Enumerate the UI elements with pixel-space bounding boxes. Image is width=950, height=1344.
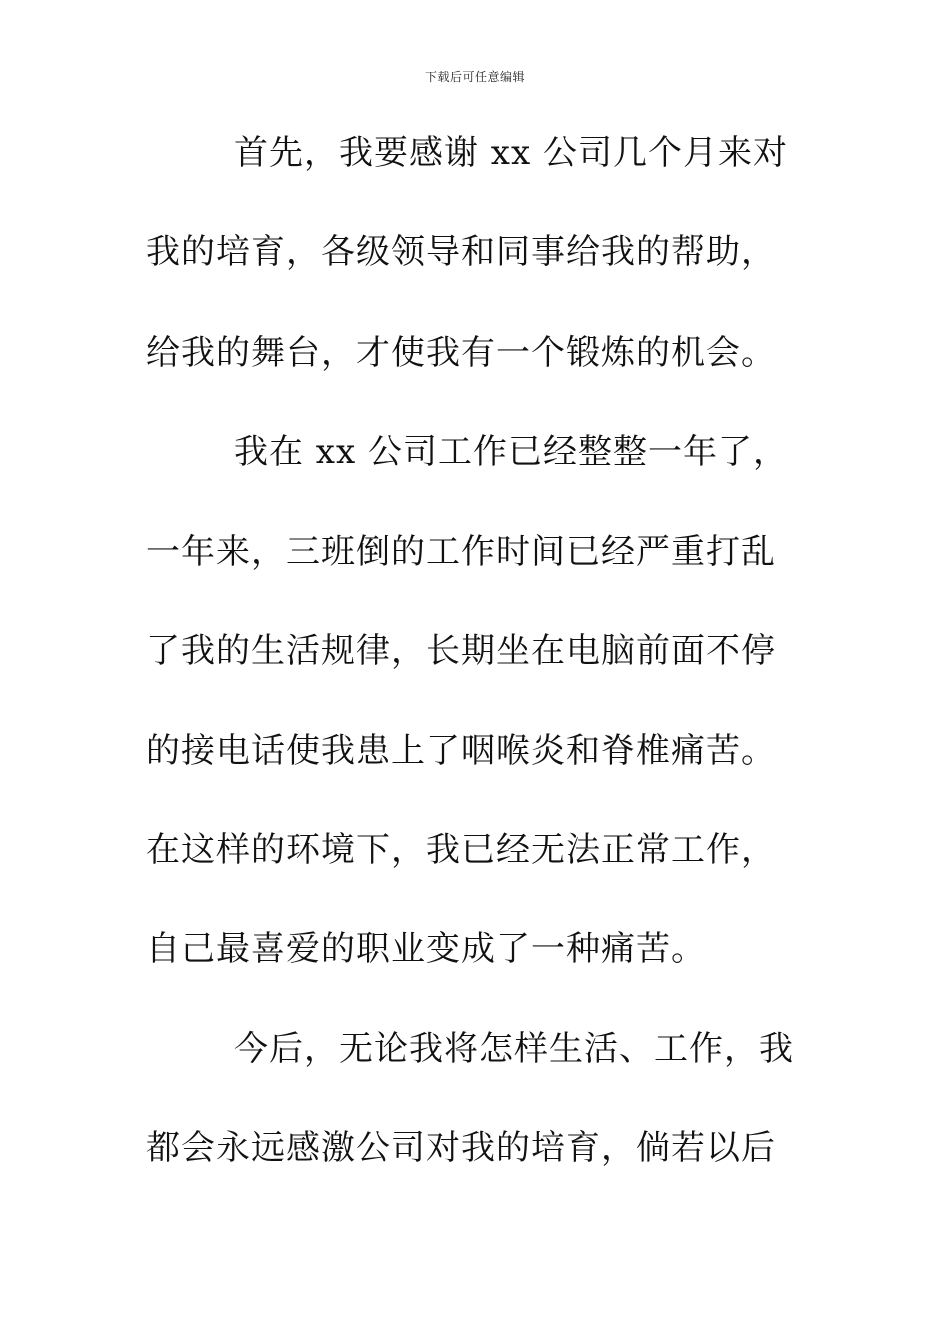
paragraph-2-line-6: 自己最喜爱的职业变成了一种痛苦。 (146, 929, 706, 969)
paragraph-2-line-4: 的接电话使我患上了咽喉炎和脊椎痛苦。 (146, 731, 776, 771)
paragraph-2-line-5: 在这样的环境下，我已经无法正常工作， (146, 830, 776, 870)
paragraph-2-line-3: 了我的生活规律，长期坐在电脑前面不停 (146, 631, 776, 671)
header-note: 下载后可任意编辑 (424, 70, 525, 84)
paragraph-2-line-2: 一年来，三班倒的工作时间已经严重打乱 (146, 532, 776, 572)
paragraph-1-line-2: 我的培育，各级领导和同事给我的帮助， (146, 232, 776, 272)
paragraph-3-line-1: 今后，无论我将怎样生活、工作，我 (234, 1029, 794, 1069)
paragraph-1-line-3: 给我的舞台，才使我有一个锻炼的机会。 (146, 333, 776, 373)
paragraph-3-line-2: 都会永远感激公司对我的培育，倘若以后 (146, 1128, 776, 1168)
paragraph-1-line-1: 首先，我要感谢 xx 公司几个月来对 (234, 133, 788, 173)
paragraph-2-line-1: 我在 xx 公司工作已经整整一年了， (234, 432, 788, 472)
